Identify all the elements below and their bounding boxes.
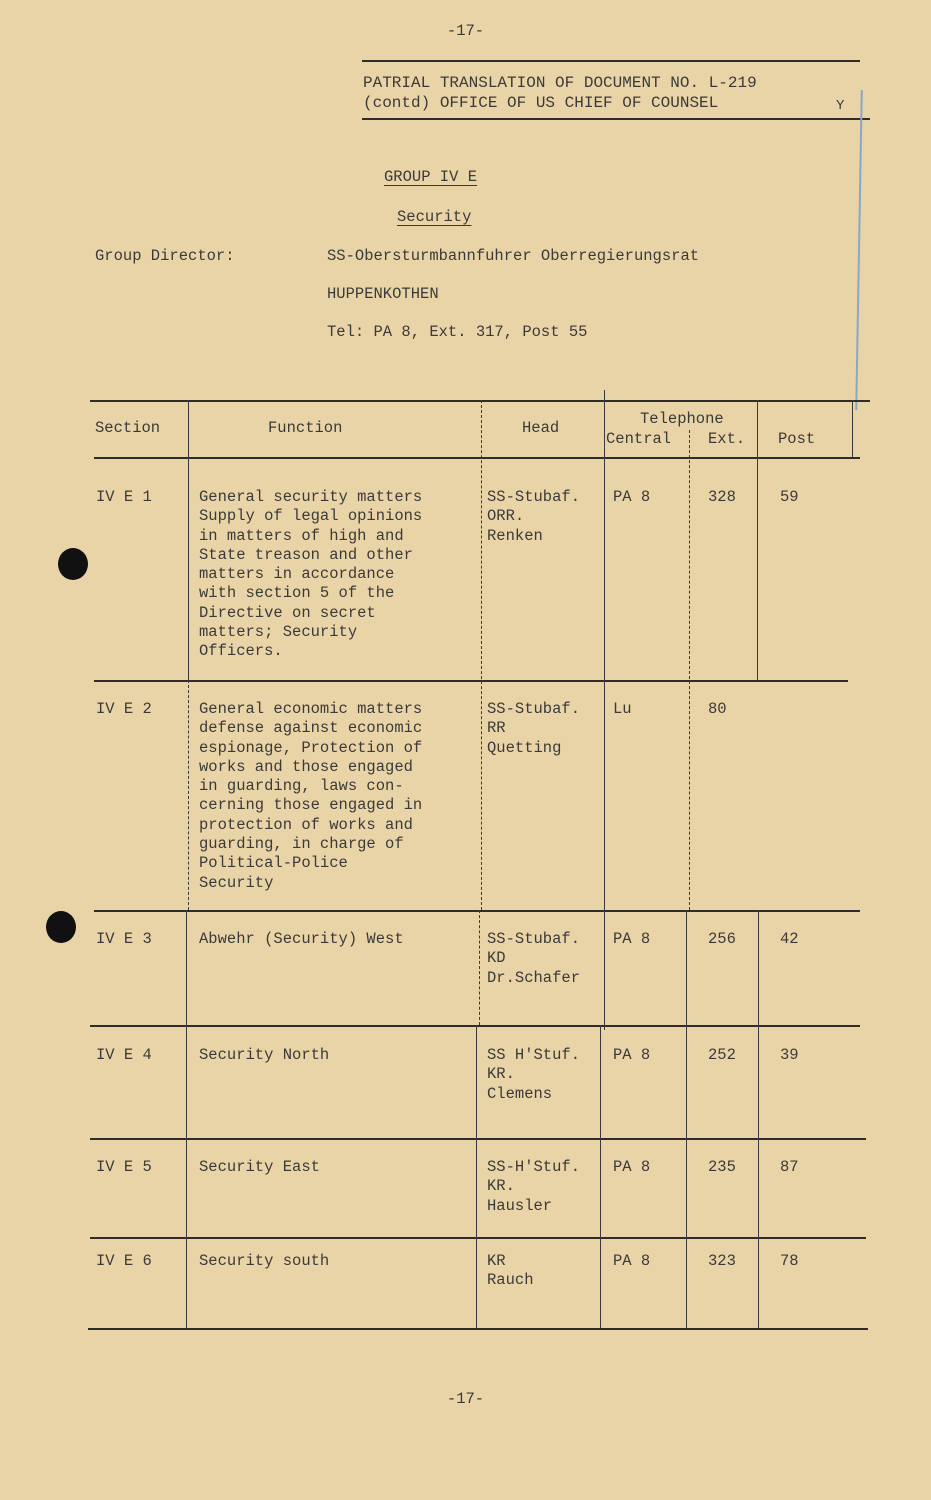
cell-function: Security south (199, 1252, 330, 1270)
director-name: HUPPENKOTHEN (327, 285, 439, 303)
cell-function: General economic matters defense against economic espionage, Protection of works and those engaged in guarding, laws con- cerning those engaged in protection of works and guarding, in charge of Political-Police Security (199, 700, 423, 892)
cell-central: Lu (613, 700, 632, 718)
director-telephone: Tel: PA 8, Ext. 317, Post 55 (327, 323, 588, 341)
table-rule (686, 910, 687, 1328)
cell-head: SS H'Stuf. KR. Clemens (487, 1046, 581, 1103)
table-rule (476, 1025, 477, 1328)
cell-head: SS-H'Stuf. KR. Hausler (487, 1158, 581, 1215)
cell-post: 78 (780, 1252, 799, 1270)
table-rule (757, 400, 758, 680)
cell-central: PA 8 (613, 1158, 651, 1176)
header-ext: Ext. (708, 430, 746, 448)
cell-central: PA 8 (613, 930, 651, 948)
cell-post: 39 (780, 1046, 799, 1064)
punch-hole (46, 911, 76, 943)
table-rule (758, 910, 759, 1328)
header-section: Section (95, 419, 161, 437)
punch-hole (58, 548, 88, 580)
group-subtitle: Security (397, 208, 472, 226)
cell-section: IV E 5 (96, 1158, 152, 1176)
header-telephone: Telephone (640, 410, 724, 428)
header-rule-bottom (362, 118, 870, 120)
table-rule (90, 1138, 866, 1140)
director-title: SS-Obersturmbannfuhrer Oberregierungsrat (327, 247, 700, 265)
cell-ext: 323 (708, 1252, 736, 1270)
cell-section: IV E 2 (96, 700, 152, 718)
cell-central: PA 8 (613, 1252, 651, 1270)
table-rule (600, 1025, 601, 1328)
director-label: Group Director: (95, 247, 235, 265)
cell-post: 59 (780, 488, 799, 506)
cell-function: Security North (199, 1046, 330, 1064)
cell-function: General security matters Supply of legal opinions in matters of high and State treason and other matters in accordance with section 5 of the Directive on secret matters; Security Officers. (199, 488, 423, 661)
table-rule (604, 390, 605, 1030)
pencil-margin-line (855, 90, 863, 410)
table-rule (90, 1237, 866, 1239)
cell-section: IV E 6 (96, 1252, 152, 1270)
cell-post: 87 (780, 1158, 799, 1176)
cell-section: IV E 3 (96, 930, 152, 948)
table-rule (186, 910, 187, 1328)
table-rule (90, 1025, 860, 1027)
table-rule (88, 1328, 868, 1330)
cell-function: Security East (199, 1158, 320, 1176)
header-central: Central (606, 430, 672, 448)
header-head: Head (522, 419, 560, 437)
header-line-2: (contd) OFFICE OF US CHIEF OF COUNSEL (363, 94, 719, 112)
cell-ext: 256 (708, 930, 736, 948)
table-rule (188, 400, 189, 680)
table-rule (479, 910, 480, 1025)
cell-post: 42 (780, 930, 799, 948)
table-rule (689, 430, 690, 910)
document-header (363, 73, 757, 113)
cell-head: SS-Stubaf. RR Quetting (487, 700, 581, 757)
cell-section: IV E 1 (96, 488, 152, 506)
header-rule-top (362, 60, 860, 62)
page-number-bottom: -17- (446, 1390, 485, 1408)
header-line-1: PATRIAL TRANSLATION OF DOCUMENT NO. L-219 (363, 74, 757, 92)
cell-head: SS-Stubaf. ORR. Renken (487, 488, 581, 545)
page-number-top: -17- (446, 22, 485, 40)
cell-central: PA 8 (613, 488, 651, 506)
cell-ext: 252 (708, 1046, 736, 1064)
cell-head: SS-Stubaf. KD Dr.Schafer (487, 930, 581, 987)
table-rule (94, 910, 860, 912)
table-rule (481, 400, 482, 910)
table-rule (90, 400, 870, 402)
table-rule (94, 457, 860, 459)
cell-function: Abwehr (Security) West (199, 930, 404, 948)
cell-ext: 328 (708, 488, 736, 506)
cell-ext: 235 (708, 1158, 736, 1176)
table-rule (94, 680, 848, 682)
group-title: GROUP IV E (384, 168, 478, 186)
table-rule (188, 680, 189, 910)
cell-head: KR Rauch (487, 1252, 534, 1290)
header-post: Post (778, 430, 816, 448)
cell-central: PA 8 (613, 1046, 651, 1064)
margin-mark: Y (836, 98, 845, 114)
table-rule (852, 400, 853, 457)
cell-ext: 80 (708, 700, 727, 718)
cell-section: IV E 4 (96, 1046, 152, 1064)
header-function: Function (268, 419, 343, 437)
